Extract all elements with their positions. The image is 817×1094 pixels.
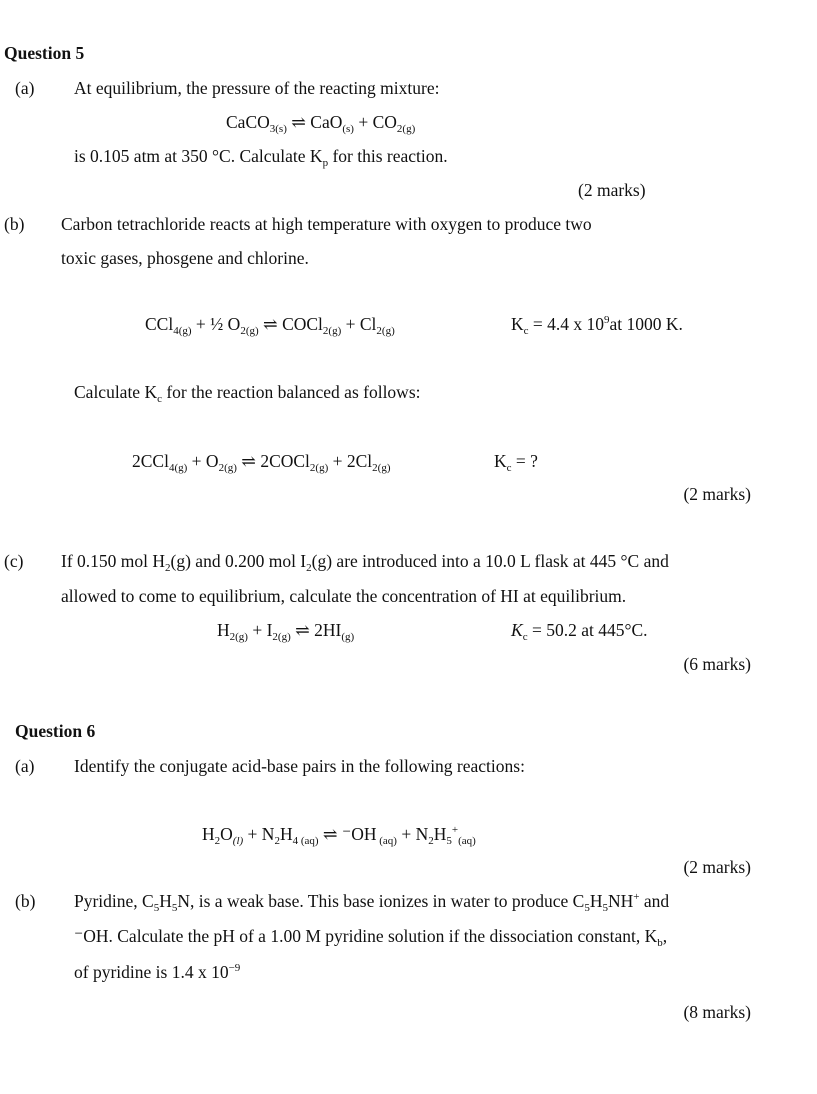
q5b-equation-2: $2CCl_{4(g)} + O_{2(g)}$ ⇌ 2COCl$_{2(g)}$ + $2Cl_{2(g)}$ [132,451,391,474]
q6b-marks: (8 marks) [683,1002,751,1022]
q6a-equation: $H_2O_{(l)} + N_2H_{4 (aq)}$ ⇌ ⁻OH $_{(aq)} + N_2H_5^+_{(aq)}$ [202,824,476,847]
q5a-marks: (2 marks) [578,180,646,200]
q5b-label: (b) [4,214,25,234]
q6b-line2: ⁻OH. Calculate the pH of a 1.00 M pyridine solution if the dissociation constant, $K_b$, [74,926,668,949]
q5a-question: is 0.105 atm at 350 °C. Calculate $K_p$ for this reaction. [74,146,448,169]
question-6-title: Question 6 [15,721,96,741]
q6a-line1: Identify the conjugate acid-base pairs in the following reactions: [74,756,525,776]
q5c-kc: $K_c = 50.2$ at 445°C. [511,620,648,643]
q5c-line1: If 0.150 mol $H_2(g)$ and 0.200 mol $I_2(g)$ are introduced into a 10.0 L flask at 445 °C and [61,551,669,574]
q5c-line2: allowed to come to equilibrium, calculate the concentration of HI at equilibrium. [61,586,627,606]
q6b-line3: of pyridine is 1.4 x $10^{-9}$ [74,962,241,982]
q5a-equation: CaCO$_{3(s)}$ ⇌ $CaO_{(s)} + CO_{2(g)}$ [226,112,416,135]
q5c-equation: $H_{2(g)} + I_{2(g)}$ ⇌ $2HI_{(g)}$ [217,620,355,643]
q5c-marks: (6 marks) [683,654,751,674]
q5a-label: (a) [15,78,35,98]
q5b-marks: (2 marks) [683,484,751,504]
q5b-line2: toxic gases, phosgene and chlorine. [61,248,309,268]
q6a-label: (a) [15,756,35,776]
q5b-line3: Calculate $K_c$ for the reaction balanced as follows: [74,382,421,405]
q6b-line1: Pyridine, $C_5H_5N$, is a weak base. This base ionizes in water to produce $C_5H_5NH^+$ and [74,891,670,914]
q6a-marks: (2 marks) [683,857,751,877]
q5b-kc-unknown: $K_c$ = ? [494,451,538,474]
question-5-title: Question 5 [4,43,85,63]
q5b-equation-1: CCl$_{4(g)}$ + ½ $O_{2(g)}$ ⇌ COCl$_{2(g)}$ + $Cl_{2(g)}$ [145,314,395,337]
q5b-kc-given: $K_c = 4.4$ x $10^9at$ 1000 K. [511,314,683,337]
q5a-intro: At equilibrium, the pressure of the reacting mixture: [74,78,440,98]
q5b-line1: Carbon tetrachloride reacts at high temperature with oxygen to produce two [61,214,592,234]
q5c-label: (c) [4,551,24,571]
q6b-label: (b) [15,891,36,911]
